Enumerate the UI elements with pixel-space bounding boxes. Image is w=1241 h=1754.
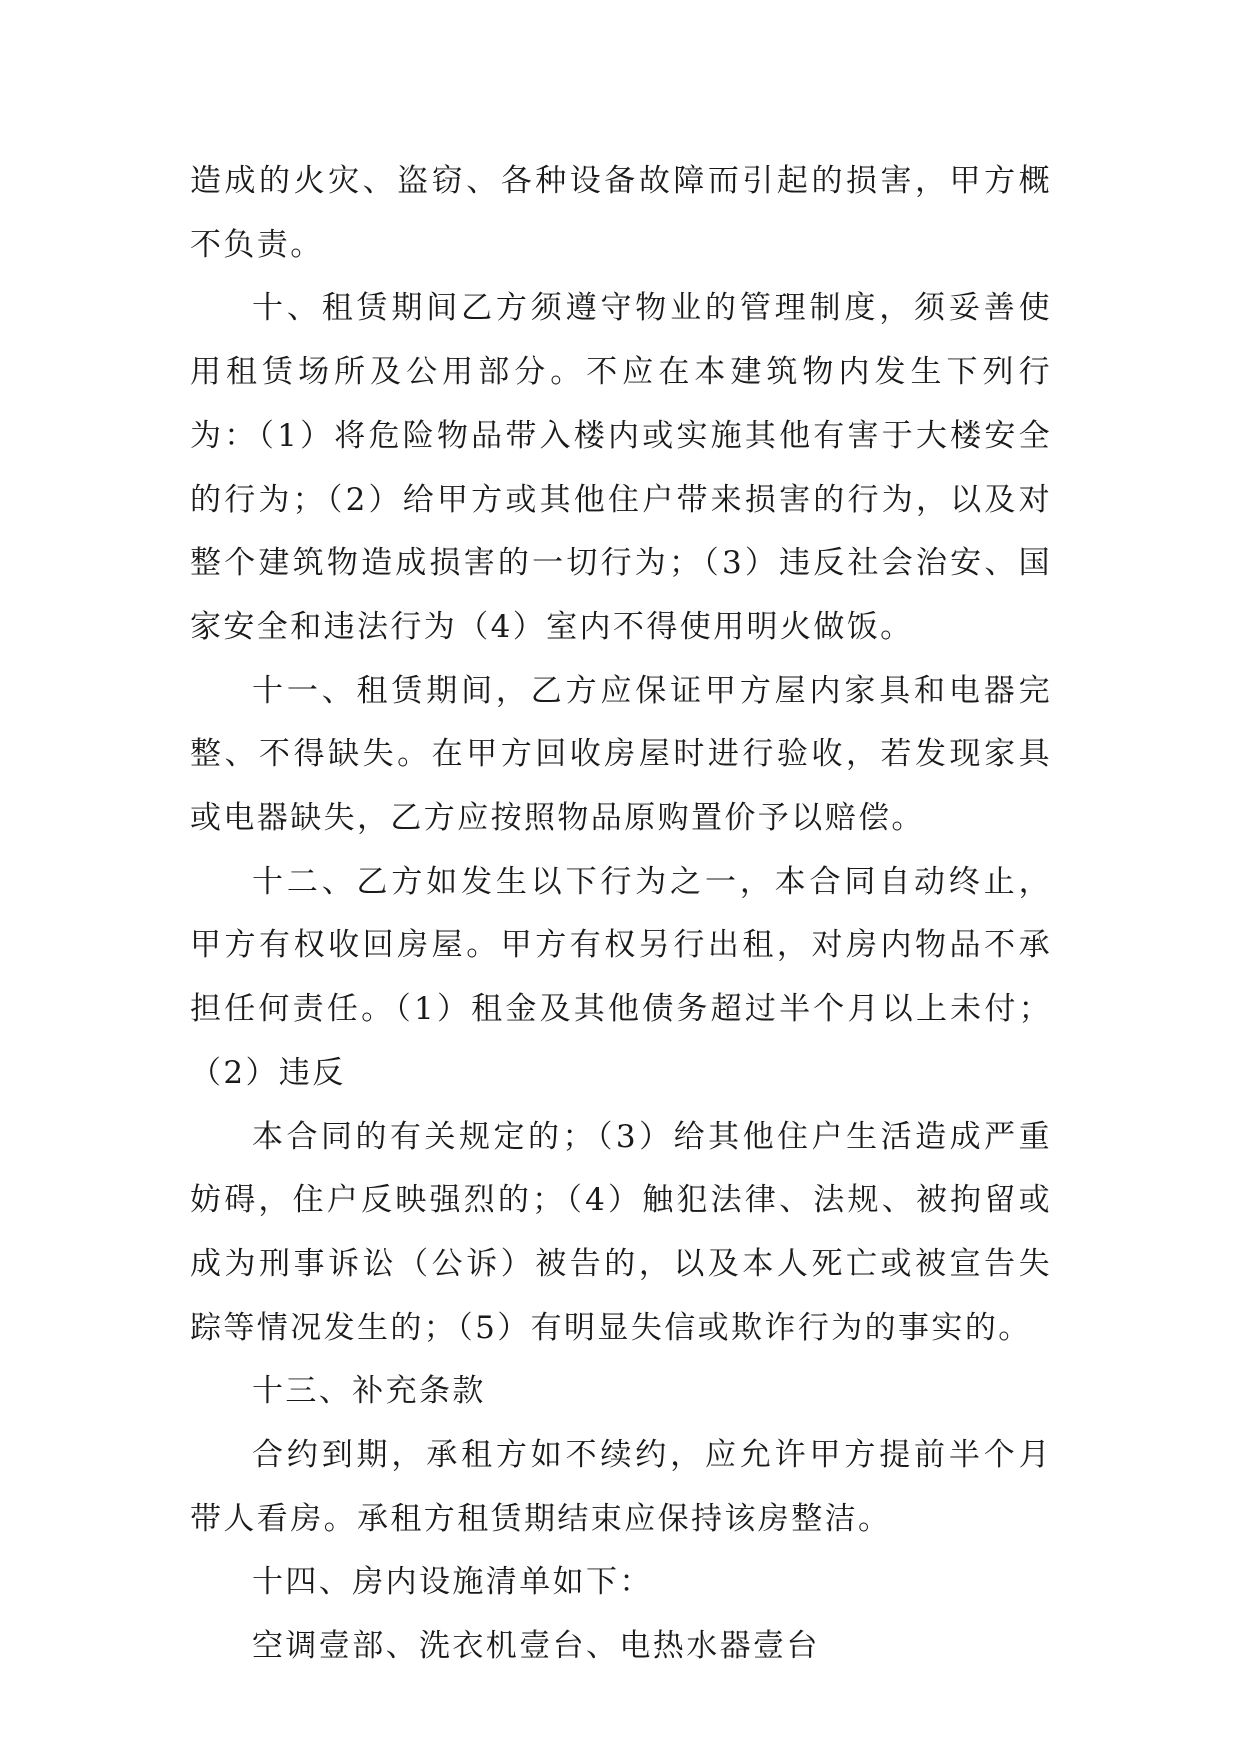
paragraph-clause-13-body: 合约到期，承租方如不续约，应允许甲方提前半个月带人看房。承租方租赁期结束应保持该房整洁。: [190, 1437, 1052, 1537]
paragraph-clause-12: 十二、乙方如发生以下行为之一，本合同自动终止，甲方有权收回房屋。甲方有权另行出租，对房内物品不承担任何责任。（1）租金及其他债务超过半个月以上未付；（2）违反: [190, 863, 1052, 1091]
paragraph-clause-14-heading: 十四、房内设施清单如下：: [252, 1564, 653, 1601]
paragraph-liability-continuation: 造成的火灾、盗窃、各种设备故障而引起的损害，甲方概不负责。: [190, 163, 1052, 263]
paragraph-clause-13-heading: 十三、补充条款: [252, 1373, 486, 1410]
document-body: [190, 150, 1052, 1679]
paragraph-clause-11: 十一、租赁期间，乙方应保证甲方屋内家具和电器完整、不得缺失。在甲方回收房屋时进行验收，若发现家具或电器缺失，乙方应按照物品原购置价予以赔偿。: [190, 672, 1052, 837]
paragraph-facilities-list: 空调壹部、洗衣机壹台、电热水器壹台: [252, 1628, 820, 1665]
paragraph-clause-10: 十、租赁期间乙方须遵守物业的管理制度，须妥善使用租赁场所及公用部分。不应在本建筑物内发生下列行为：（1）将危险物品带入楼内或实施其他有害于大楼安全的行为；（2）给甲方或其他住户带来损害的行为，以及对整个建筑物造成损害的一切行为；（3）违反社会治安、国家安全和违法行为（4）室内不得使用明火做饭。: [190, 290, 1052, 645]
paragraph-clause-12-continued: 本合同的有关规定的；（3）给其他住户生活造成严重妨碍，住户反映强烈的；（4）触犯法律、法规、被拘留或成为刑事诉讼（公诉）被告的，以及本人死亡或被宣告失踪等情况发生的；（5）有明显失信或欺诈行为的事实的。: [190, 1118, 1052, 1346]
